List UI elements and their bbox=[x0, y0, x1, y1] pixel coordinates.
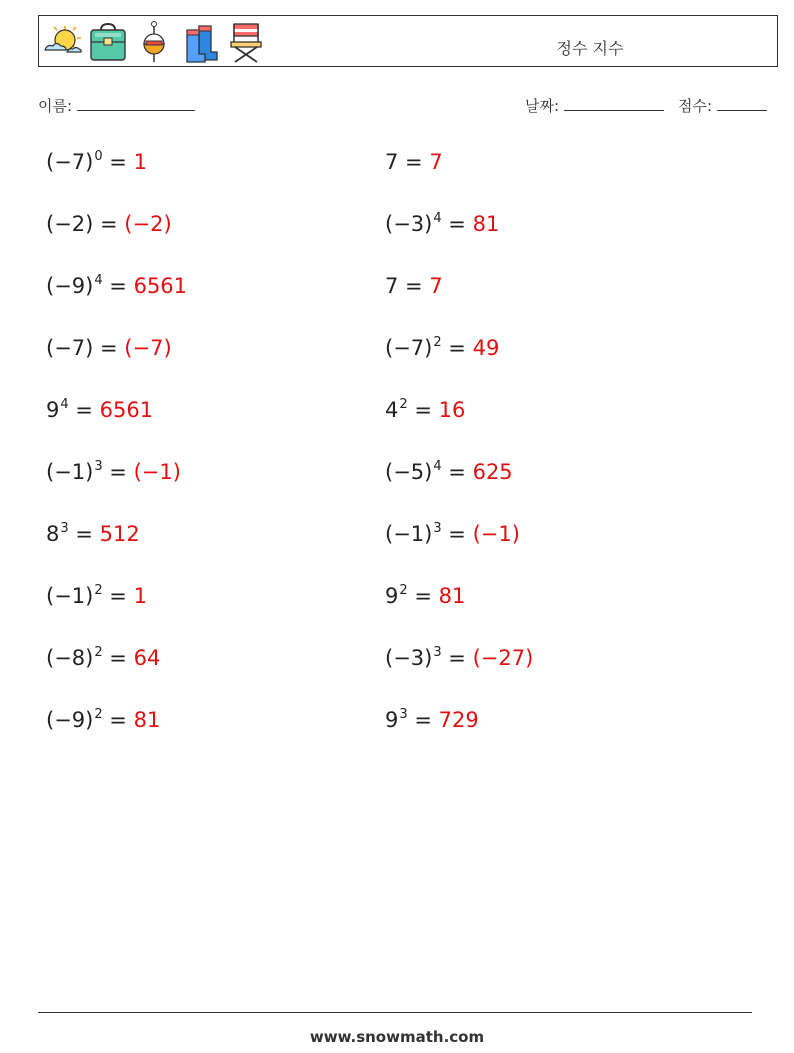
equals-sign: = bbox=[441, 522, 473, 546]
problem-item bbox=[385, 636, 724, 698]
equals-sign: = bbox=[68, 522, 100, 546]
problem-item bbox=[385, 574, 724, 636]
problem-base: 4 bbox=[385, 398, 399, 422]
equals-sign: = bbox=[93, 336, 125, 360]
problem-exponent: 3 bbox=[60, 521, 69, 536]
equals-sign: = bbox=[441, 212, 473, 236]
score-field bbox=[678, 95, 767, 116]
equals-sign: = bbox=[102, 708, 134, 732]
problem-exponent: 4 bbox=[94, 273, 103, 288]
equals-sign: = bbox=[102, 646, 134, 670]
sun-cloud-icon bbox=[41, 20, 83, 64]
problem-item bbox=[385, 450, 724, 512]
problem-item bbox=[385, 202, 724, 264]
tackle-box-icon bbox=[87, 20, 129, 64]
problem-exponent: 4 bbox=[60, 397, 69, 412]
equals-sign: = bbox=[102, 460, 134, 484]
problem-item bbox=[46, 512, 385, 574]
problem-item bbox=[385, 698, 724, 760]
problem-base: 9 bbox=[385, 584, 399, 608]
problem-base: 7 bbox=[385, 150, 399, 174]
problem-exponent: 4 bbox=[433, 459, 442, 474]
problem-answer: 81 bbox=[472, 212, 500, 236]
problem-answer: 1 bbox=[133, 584, 147, 608]
problem-base: (−5) bbox=[385, 460, 433, 484]
score-label: 점수: bbox=[678, 97, 713, 115]
problem-answer: 64 bbox=[133, 646, 161, 670]
problem-exponent: 0 bbox=[94, 149, 103, 164]
problem-answer: 7 bbox=[429, 274, 443, 298]
problem-exponent: 2 bbox=[94, 707, 103, 722]
problem-answer: 81 bbox=[438, 584, 466, 608]
problem-answer: (−1) bbox=[133, 460, 181, 484]
problem-item bbox=[46, 698, 385, 760]
problem-answer: 512 bbox=[99, 522, 140, 546]
problem-answer: 7 bbox=[429, 150, 443, 174]
problem-item bbox=[46, 450, 385, 512]
problem-item bbox=[46, 326, 385, 388]
problem-item bbox=[385, 140, 724, 202]
problem-exponent: 2 bbox=[94, 583, 103, 598]
equals-sign: = bbox=[407, 708, 439, 732]
fishing-bobber-icon bbox=[133, 20, 175, 64]
problem-base: (−1) bbox=[46, 460, 94, 484]
worksheet-title: 정수 지수 bbox=[556, 39, 624, 58]
worksheet-header bbox=[38, 15, 778, 67]
problem-exponent: 3 bbox=[433, 645, 442, 660]
name-field bbox=[38, 95, 195, 116]
problem-base: 9 bbox=[385, 708, 399, 732]
problem-answer: 729 bbox=[438, 708, 479, 732]
problem-exponent: 4 bbox=[433, 211, 442, 226]
problem-base: (−7) bbox=[46, 336, 94, 360]
equals-sign: = bbox=[102, 150, 134, 174]
problem-base: (−9) bbox=[46, 274, 94, 298]
equals-sign: = bbox=[398, 150, 430, 174]
problem-item bbox=[385, 264, 724, 326]
problem-base: 8 bbox=[46, 522, 60, 546]
problem-answer: 81 bbox=[133, 708, 161, 732]
date-field bbox=[525, 95, 664, 116]
equals-sign: = bbox=[68, 398, 100, 422]
equals-sign: = bbox=[407, 584, 439, 608]
problem-item bbox=[385, 512, 724, 574]
problem-base: (−1) bbox=[46, 584, 94, 608]
name-blank[interactable] bbox=[77, 96, 195, 111]
problem-item bbox=[46, 636, 385, 698]
problem-item bbox=[46, 264, 385, 326]
problem-item bbox=[46, 574, 385, 636]
problem-base: (−7) bbox=[385, 336, 433, 360]
equals-sign: = bbox=[441, 460, 473, 484]
problem-exponent: 2 bbox=[399, 583, 408, 598]
problem-answer: (−7) bbox=[124, 336, 172, 360]
equals-sign: = bbox=[102, 584, 134, 608]
rain-boots-icon bbox=[179, 20, 221, 64]
problem-answer: 1 bbox=[133, 150, 147, 174]
problem-grid bbox=[46, 140, 746, 760]
equals-sign: = bbox=[398, 274, 430, 298]
problem-item bbox=[385, 326, 724, 388]
problem-base: (−1) bbox=[385, 522, 433, 546]
footer-divider bbox=[38, 1012, 752, 1013]
header-icons bbox=[41, 20, 267, 64]
problem-answer: 6561 bbox=[99, 398, 154, 422]
name-label: 이름: bbox=[38, 97, 73, 115]
problem-answer: (−27) bbox=[472, 646, 534, 670]
problem-exponent: 3 bbox=[399, 707, 408, 722]
problem-exponent: 3 bbox=[433, 521, 442, 536]
problem-exponent: 3 bbox=[94, 459, 103, 474]
problem-exponent: 2 bbox=[94, 645, 103, 660]
camping-chair-icon bbox=[225, 20, 267, 64]
equals-sign: = bbox=[441, 336, 473, 360]
problem-exponent: 2 bbox=[399, 397, 408, 412]
equals-sign: = bbox=[93, 212, 125, 236]
problem-base: 9 bbox=[46, 398, 60, 422]
problem-base: (−3) bbox=[385, 212, 433, 236]
problem-base: (−3) bbox=[385, 646, 433, 670]
footer-site: www.snowmath.com bbox=[309, 1028, 485, 1046]
date-label: 날짜: bbox=[525, 97, 560, 115]
problem-answer: (−2) bbox=[124, 212, 172, 236]
problem-base: 7 bbox=[385, 274, 399, 298]
equals-sign: = bbox=[407, 398, 439, 422]
problem-base: (−2) bbox=[46, 212, 94, 236]
problem-base: (−7) bbox=[46, 150, 94, 174]
problem-answer: 625 bbox=[472, 460, 513, 484]
date-blank[interactable] bbox=[564, 96, 664, 111]
problem-item bbox=[46, 202, 385, 264]
equals-sign: = bbox=[441, 646, 473, 670]
problem-item bbox=[46, 140, 385, 202]
problem-item bbox=[385, 388, 724, 450]
equals-sign: = bbox=[102, 274, 134, 298]
problem-answer: 16 bbox=[438, 398, 466, 422]
problem-answer: 6561 bbox=[133, 274, 188, 298]
problem-base: (−8) bbox=[46, 646, 94, 670]
score-blank[interactable] bbox=[717, 96, 767, 111]
problem-item bbox=[46, 388, 385, 450]
problem-exponent: 2 bbox=[433, 335, 442, 350]
problem-base: (−9) bbox=[46, 708, 94, 732]
problem-answer: (−1) bbox=[472, 522, 520, 546]
problem-answer: 49 bbox=[472, 336, 500, 360]
